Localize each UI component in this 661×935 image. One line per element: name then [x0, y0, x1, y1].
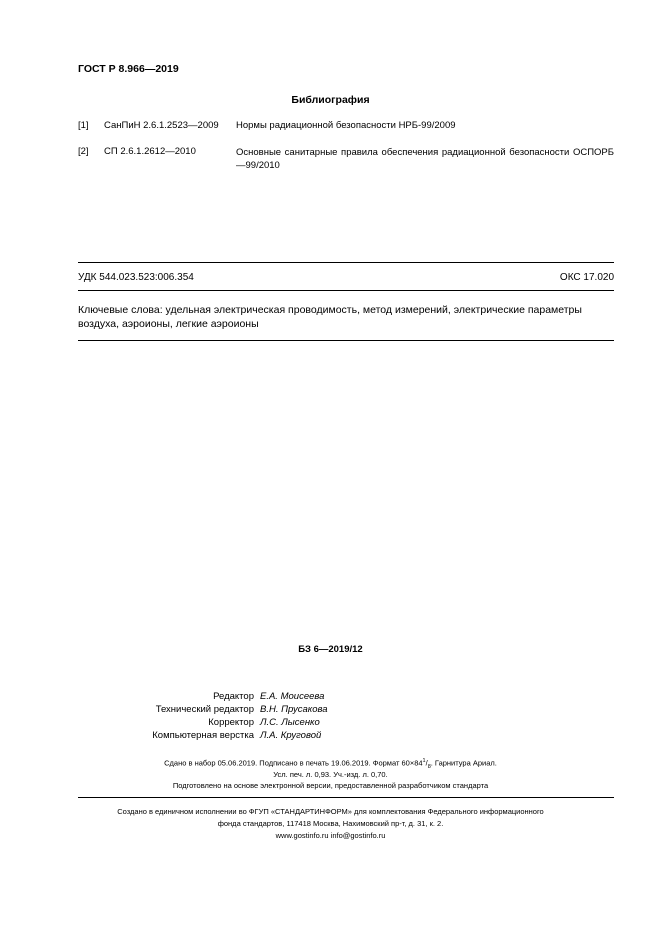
credit-line — [150, 690, 410, 703]
bib-item-text: Нормы радиационной безопасности НРБ-99/2009 — [236, 120, 456, 131]
footer-line: фонда стандартов, 117418 Москва, Нахимовский пр-т, д. 31, к. 2. — [217, 819, 444, 828]
section-divider — [78, 262, 614, 263]
imprint-line: Подготовлено на основе электронной версии, предоставленной разработчиком стандарта — [172, 781, 489, 790]
bib-item-code: СП 2.6.1.2612—2010 — [104, 146, 196, 157]
imprint-text: Сдано в набор 05.06.2019. Подписано в печать 19.06.2019. Формат 60×84 — [164, 758, 423, 768]
credit-role: Компьютерная верстка — [152, 730, 254, 741]
credit-line — [150, 703, 410, 716]
classification-row — [78, 272, 614, 283]
imprint-line: Сдано в набор 05.06.2019. Подписано в печать 19.06.2019. Формат $60\times 84^1/_8$. Гарнитура Ариал. — [164, 758, 497, 770]
credit-role: Редактор — [213, 691, 254, 702]
footer-line: www.gostinfo.ru info@gostinfo.ru — [275, 831, 386, 840]
credits-block — [150, 690, 410, 742]
footer-line: Создано в единичном исполнении во ФГУП «СТАНДАРТИНФОРМ» для комплектования Федерального информационного — [117, 807, 544, 816]
imprint-line: Усл. печ. л. 0,93. Уч.-изд. л. 0,70. — [273, 770, 388, 779]
keywords: Ключевые слова: удельная электрическая проводимость, метод измерений, электрические параметры воздуха, аэроионы, легкие аэроионы — [78, 304, 582, 330]
format-superscript: 1 — [422, 758, 426, 764]
credit-role: Технический редактор — [155, 704, 254, 715]
oks-code: ОКС 17.020 — [559, 272, 614, 283]
bib-item-code: СанПиН 2.6.1.2523—2009 — [104, 120, 219, 131]
credit-name: Л.А. Круговой — [260, 730, 322, 741]
footer-divider — [78, 797, 614, 798]
imprint-text: . Гарнитура Ариал. — [430, 758, 497, 768]
credit-name: Е.А. Моисеева — [260, 691, 325, 702]
credit-name: В.Н. Прусакова — [260, 704, 328, 715]
section-divider — [78, 290, 614, 291]
document-code: ГОСТ Р 8.966—2019 — [78, 63, 179, 75]
section-divider — [78, 340, 614, 341]
credit-line — [150, 716, 410, 729]
credit-line — [150, 729, 410, 742]
credit-name: Л.С. Лысенко — [260, 717, 320, 728]
udk-code: УДК 544.023.523:006.354 — [78, 272, 194, 283]
bib-item-number: [1] — [78, 120, 89, 131]
bz-number: БЗ 6—2019/12 — [298, 644, 363, 655]
bibliography-title: Библиография — [291, 94, 370, 106]
bib-item-text: Основные санитарные правила обеспечения радиационной безопасности ОСПОРБ—99/2010 — [236, 147, 614, 171]
bib-item-number: [2] — [78, 146, 89, 157]
format-subscript: 8 — [427, 764, 431, 770]
credit-role: Корректор — [208, 717, 254, 728]
